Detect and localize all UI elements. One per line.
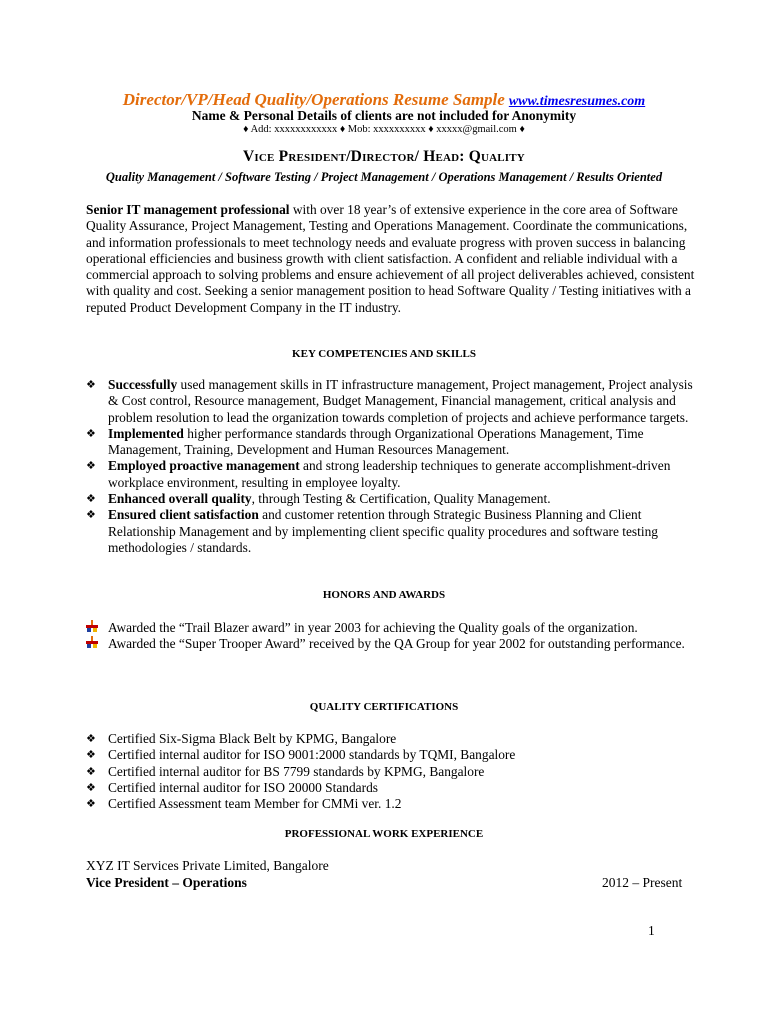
list-item: [86, 507, 706, 556]
lollipop-bullet-icon: [86, 636, 102, 654]
summary-lead: Senior IT management professional: [86, 202, 290, 217]
list-item: [86, 780, 706, 796]
item-lead: Employed proactive management: [108, 458, 300, 474]
item-text: , through Testing & Certification, Quality Management.: [251, 491, 551, 507]
diamond-bullet-icon: ❖: [86, 379, 96, 391]
diamond-bullet-icon: ❖: [86, 733, 96, 745]
anonymity-note: Name & Personal Details of clients are not included for Anonymity: [191, 108, 577, 123]
list-item: [86, 458, 706, 491]
item-lead: Ensured client satisfaction: [108, 507, 259, 523]
summary-paragraph: [86, 202, 706, 316]
certifications-list: [86, 731, 706, 812]
item-lead: Successfully: [108, 377, 178, 392]
list-item: [86, 426, 706, 459]
item-text: Certified internal auditor for ISO 20000 Standards: [108, 779, 378, 795]
item-text: used management skills in IT infrastructure management, Project management, Project analysis & Cost control, Resource management, Budget Management, Financial management, critical analysis and problem resolution to lead the organization towards completion of projects and achieve performance targets.: [108, 377, 693, 425]
item-text: higher performance standards through Organizational Operations Management, Time Management, Training, Development and Human Resources Management.: [108, 425, 644, 458]
diamond-bullet-icon: ❖: [86, 765, 96, 778]
diamond-bullet-icon: ❖: [86, 749, 96, 762]
diamond-bullet-icon: ❖: [86, 798, 96, 811]
page-number: 1: [648, 923, 655, 938]
section-heading-certifications: QUALITY CERTIFICATIONS: [309, 701, 459, 713]
diamond-bullet-icon: ❖: [86, 509, 96, 522]
item-text: Certified Six-Sigma Black Belt by KPMG, Bangalore: [108, 731, 397, 746]
competencies-list: [86, 377, 706, 556]
headline: Vice President/Director/ Head: Quality: [243, 148, 525, 165]
item-text: and strong leadership techniques to generate accomplishment-driven workplace environment, resulting in employee loyalty.: [108, 458, 671, 490]
list-item: [86, 491, 706, 507]
diamond-bullet-icon: ❖: [86, 493, 96, 506]
item-text: and customer retention through Strategic Business Planning and Client Relationship Management and by implementing client specific quality procedures and software testing methodologies / standards.: [108, 507, 658, 555]
list-item: [86, 796, 706, 812]
job-role: Vice President – Operations: [86, 875, 247, 890]
list-item: [86, 731, 706, 747]
website-link[interactable]: www.timesresumes.com: [508, 94, 646, 109]
section-heading-experience: PROFESSIONAL WORK EXPERIENCE: [284, 828, 484, 840]
item-text: Awarded the “Trail Blazer award” in year 2003 for achieving the Quality goals of the organization.: [108, 620, 638, 635]
item-text: Certified internal auditor for BS 7799 standards by KPMG, Bangalore: [108, 763, 485, 779]
company-name: XYZ IT Services Private Limited, Bangalore: [86, 858, 329, 873]
item-lead: Enhanced overall quality: [108, 491, 252, 507]
list-item: [86, 620, 706, 636]
diamond-bullet-icon: ❖: [86, 460, 96, 473]
tagline: Quality Management / Software Testing / Project Management / Operations Management / Results Oriented: [105, 170, 663, 184]
summary-text: with over 18 year’s of extensive experience in the core area of Software Quality Assurance, Project Management, Testing and Operations Management. Coordinate the communications, and information professionals to meet technology needs and evaluate progress with proven success in balancing operational efficiencies and business growth with client satisfaction. A confident and reliable individual with a commercial approach to solving problems and ensure achievement of all project deliverables achieved, consistent with quality and cost. Seeking a senior management position to head Software Quality / Testing initiatives with a reputed Product Development Company in the IT industry.: [86, 202, 695, 315]
item-text: Certified Assessment team Member for CMMi ver. 1.2: [108, 796, 402, 812]
diamond-bullet-icon: ❖: [86, 781, 96, 794]
diamond-bullet-icon: ❖: [86, 427, 96, 440]
list-item: [86, 747, 706, 763]
resume-title: Director/VP/Head Quality/Operations Resume Sample: [122, 90, 505, 109]
section-heading-honors: HONORS AND AWARDS: [322, 589, 446, 601]
section-heading-competencies: KEY COMPETENCIES AND SKILLS: [292, 348, 476, 360]
item-text: Awarded the “Super Trooper Award” received by the QA Group for year 2002 for outstanding performance.: [108, 636, 685, 652]
job-dates: 2012 – Present: [602, 875, 683, 890]
list-item: [86, 377, 706, 426]
honors-list: [86, 620, 706, 653]
item-lead: Implemented: [108, 425, 184, 441]
list-item: [86, 764, 706, 780]
item-text: Certified internal auditor for ISO 9001:2000 standards by TQMI, Bangalore: [108, 747, 516, 763]
list-item: [86, 636, 706, 652]
contact-line: ♦ Add: xxxxxxxxxxxx ♦ Mob: xxxxxxxxxx ♦ xxxxx@gmail.com ♦: [243, 124, 525, 135]
title-line: [0, 90, 768, 110]
